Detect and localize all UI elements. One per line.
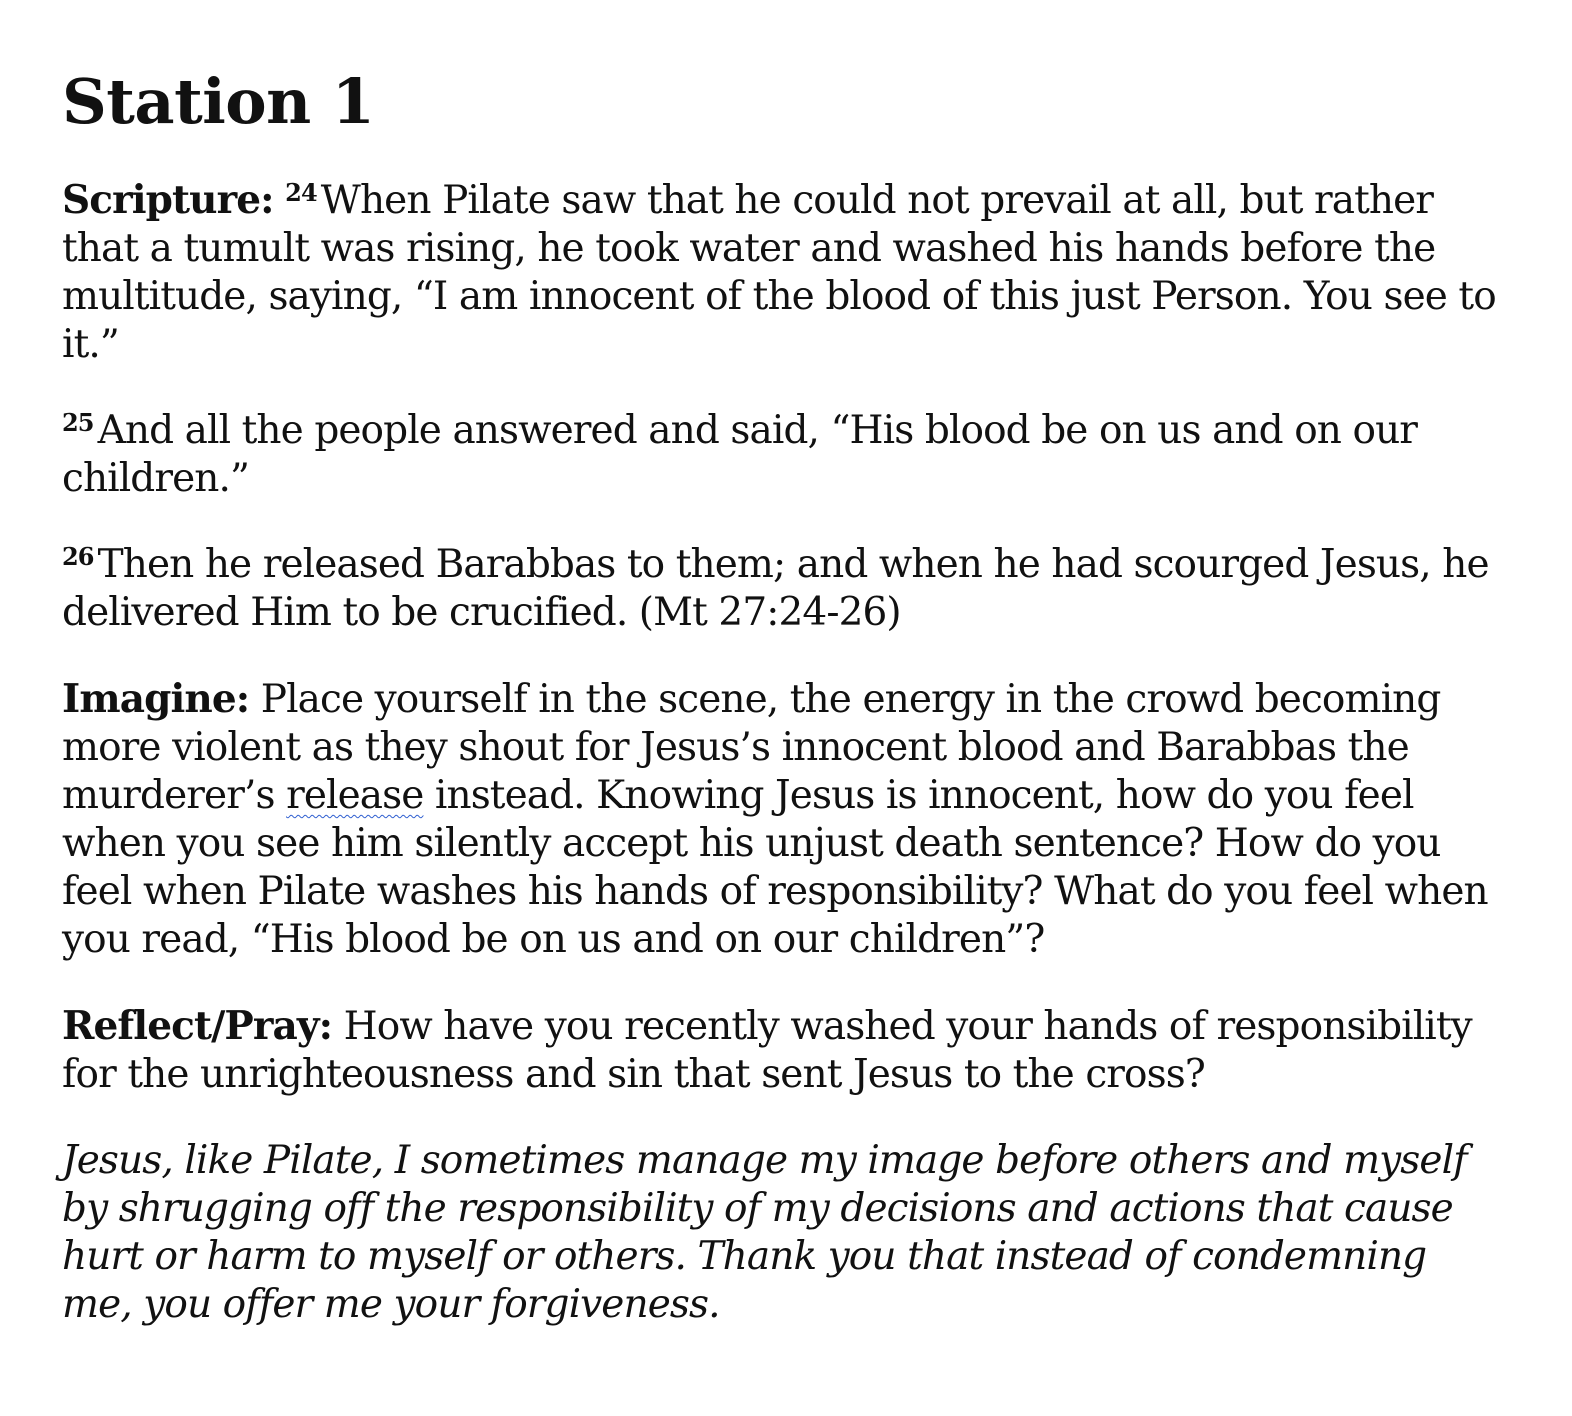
verse-text-26: Then he released Barabbas to them; and when he had scourged Jesus, he delivered Him to be crucified. (Mt 27:24-26) — [62, 542, 1489, 635]
imagine-paragraph — [62, 675, 1502, 964]
grammar-flagged-word[interactable]: release — [286, 773, 424, 818]
imagine-text-end: instead. Knowing Jesus is innocent, how do you feel when you see him silently accept his unjust death sentence? How do you feel when Pilate washes his hands of responsibility? What do you feel when you read, “His blood be on us and on our children”? — [62, 773, 1488, 962]
reflect-text: How have you recently washed your hands of responsibility for the unrighteousness and sin that sent Jesus to the cross? — [62, 1004, 1472, 1097]
verse-number-26: 26 — [62, 542, 94, 571]
verse-number-25: 25 — [62, 408, 94, 437]
verse-text-24: When Pilate saw that he could not prevail at all, but rather that a tumult was rising, he took water and washed his hands before the multitude, saying, “I am innocent of the blood of this just Person. You see to it.” — [62, 178, 1496, 367]
reflect-label: Reflect/Pray: — [62, 1003, 333, 1049]
station-title: Station 1 — [62, 65, 375, 138]
verse-text-25: And all the people answered and said, “His blood be on us and on our children.” — [62, 408, 1418, 501]
verse-paragraph-26 — [62, 541, 1502, 637]
scripture-paragraph — [62, 176, 1502, 369]
imagine-label: Imagine: — [62, 676, 250, 722]
reflect-paragraph — [62, 1002, 1502, 1099]
verse-number-24: 24 — [285, 178, 317, 207]
verse-paragraph-25 — [62, 407, 1502, 503]
prayer-paragraph: Jesus, like Pilate, I sometimes manage my image before others and myself by shrugging off the responsibility of my decisions and actions that cause hurt or harm to myself or others. Thank you that instead of condemning me, you offer me your forgiveness. — [62, 1138, 1467, 1327]
scripture-label: Scripture: — [62, 177, 274, 223]
imagine-text-start: Place yourself in the scene, the energy in the crowd becoming more violent as they shout for Jesus’s innocent blood and Barabbas the murderer’s — [62, 677, 1441, 818]
document-page — [62, 66, 1502, 1329]
